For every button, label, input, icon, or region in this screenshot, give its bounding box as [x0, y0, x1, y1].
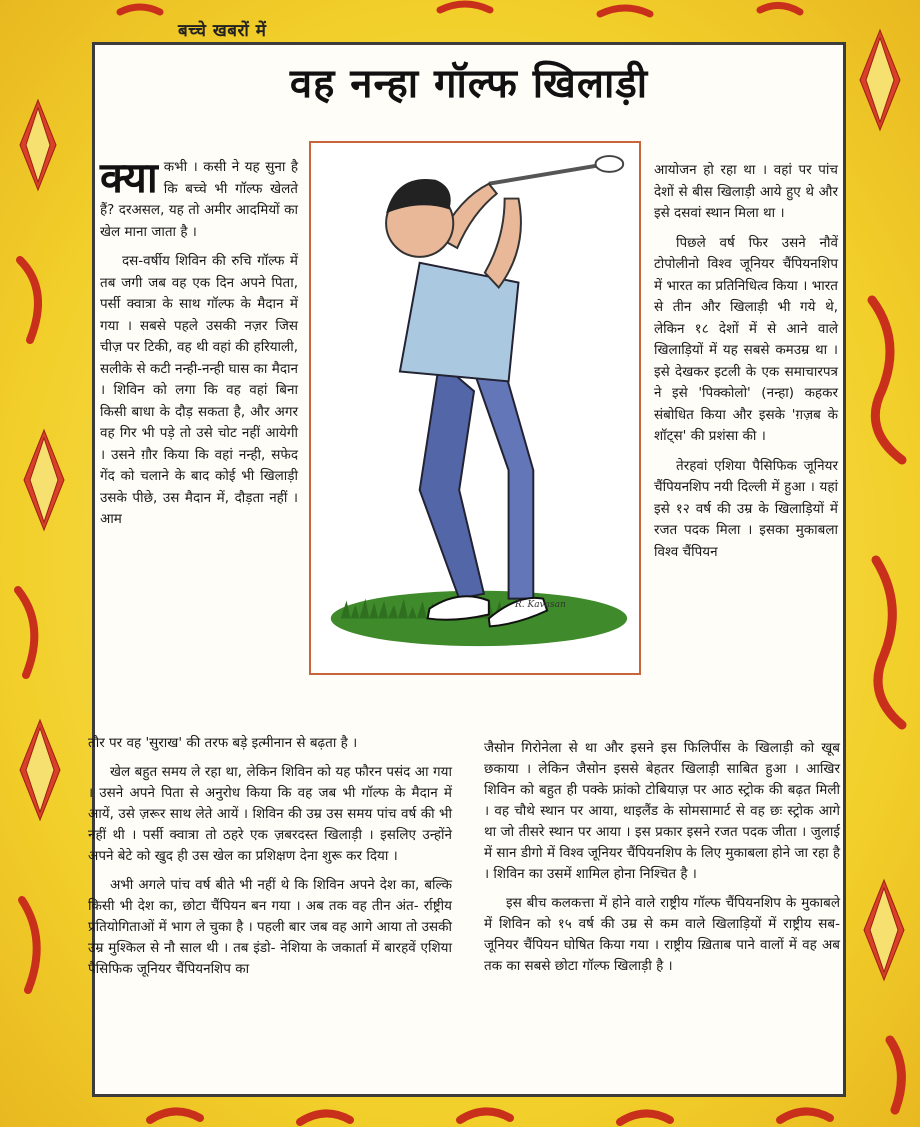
- article-headline: वह नन्हा गॉल्फ खिलाड़ी: [289, 61, 649, 107]
- left-column: [100, 153, 298, 539]
- paragraph: तौर पर वह 'सुराख' की तरफ बड़े इत्मीनान से बढ़ता है ।: [88, 735, 358, 751]
- dropcap: क्या: [100, 153, 158, 202]
- right-column: [654, 160, 838, 571]
- left-bottom-column: [88, 733, 452, 988]
- section-label: बच्चे खबरों में: [178, 18, 266, 44]
- paragraph: क्या कभी । कसी ने यह सुना है कि बच्चे भी गॉल्फ खेलते हैं? दरअसल, यह तो अमीर आदमियों का खेल माना जाता है ।: [100, 153, 298, 240]
- illustration-signature: R. Kavasan: [515, 600, 566, 610]
- paragraph: इस बीच कलकत्ता में होने वाले राष्ट्रीय गॉल्फ चैंपियनशिप के मुकाबले में शिविन को १५ वर्ष की उम्र से कम वाले खिलाड़ियों में राष्ट्रीय सब-जूनियर चैंपियन घोषित किया गया । राष्ट्रीय ख़िताब पाने वालों में वह अब तक का सबसे छोटा गॉल्फ खिलाड़ी है ।: [484, 895, 840, 974]
- golfer-illustration: [309, 141, 641, 675]
- paragraph: पिछले वर्ष फिर उसने नौवें टोपोलीनो विश्व जूनियर चैंपियनशिप में भारत का प्रतिनिधित्व किया । भारत से तीन और खिलाड़ी भी गये थे, लेकिन १८ देशों में से आने वाले खिलाड़ियों में यह सबसे कमउम्र था । इसे देखकर इटली के एक समाचारपत्र ने इसे 'पिक्कोलो' (नन्हा) कहकर संबोधित किया और इसके 'ग़ज़ब के शॉट्स' की प्रशंसा की ।: [654, 234, 838, 444]
- right-bottom-column: [484, 738, 840, 985]
- paragraph: जैसोन गिरोनेला से था और इसने इस फिलिपींस के खिलाड़ी को खूब छकाया । लेकिन जैसोन इससे बेहतर खिलाड़ी साबित हुआ । आखिर शिविन को बहुत ही पक्के फ्रांको टोबियाज़ पर आठ स्ट्रोक की बढ़त मिली । वह चौथे स्थान पर आया, थाइलैंड के सोमसामार्ट से वह छः स्ट्रोक आगे था जो तीसरे स्थान पर आया । इस प्रकार इसने रजत पदक जीता । जुलाई में सान डीगो में विश्व जूनियर चैंपियनशिप के लिए मुकाबला होने जा रहा है । शिविन का उसमें शामिल होना निश्चित है ।: [484, 740, 840, 882]
- paragraph: अभी अगले पांच वर्ष बीते भी नहीं थे कि शिविन अपने देश का, बल्कि किसी भी देश का, छोटा चैंपियन बन गया । अब तक वह तीन अंत- र्राष्ट्रीय प्रतियोगिताओं में भाग ले चुका है । पहली बार जब वह आगे आया तो उसकी उम्र मुश्किल से नौ साल थी । तब इंडो- नेशिया के जकार्ता में बारहवें एशिया पैसिफिक जूनियर चैंपियनशिप का: [88, 877, 452, 977]
- paragraph: दस-वर्षीय शिविन की रुचि गॉल्फ में तब जगी जब वह एक दिन अपने पिता, पर्सी क्वात्रा के साथ गॉल्फ के मैदान में गया । सबसे पहले उसकी नज़र जिस चीज़ पर टिकी, वह थी वहां की हरियाली, सलीके से कटी नन्ही-नन्ही घास का मैदान । शिविन को लगा कि वह वहां बिना किसी बाधा के दौड़ सकता है, और अगर वह गिर भी पड़े तो उसे चोट नहीं आयेगी । उसने ग़ौर किया कि वहां नन्ही, सफेद गेंद को चलाने के बाद कोई भी खिलाड़ी उसके पीछे, उस मैदान में, दौड़ता नहीं । आम: [100, 253, 298, 527]
- paragraph: तेरहवां एशिया पैसिफिक जूनियर चैंपियनशिप नयी दिल्ली में हुआ । यहां इसे १२ वर्ष की उम्र के खिलाड़ियों में रजत पदक मिला । इसका मुकाबला विश्व चैंपियन: [654, 457, 838, 560]
- paragraph: आयोजन हो रहा था । वहां पर पांच देशों से बीस खिलाड़ी आये हुए थे और इसे दसवां स्थान मिला था ।: [654, 162, 838, 221]
- paragraph: खेल बहुत समय ले रहा था, लेकिन शिविन को यह फौरन पसंद आ गया । उसने अपने पिता से अनुरोध किया कि वह जब भी गॉल्फ के मैदान में आयें, उसे ज़रूर साथ लेते आयें । शिविन की उम्र उस समय पांच वर्ष की भी नहीं थी । पर्सी क्वात्रा तो ठहरे एक ज़बरदस्त खिलाड़ी । इसलिए उन्होंने अपने बेटे को खुद ही उस खेल का प्रशिक्षण देना शुरू कर दिया ।: [88, 764, 452, 864]
- golfer-icon: [311, 143, 639, 673]
